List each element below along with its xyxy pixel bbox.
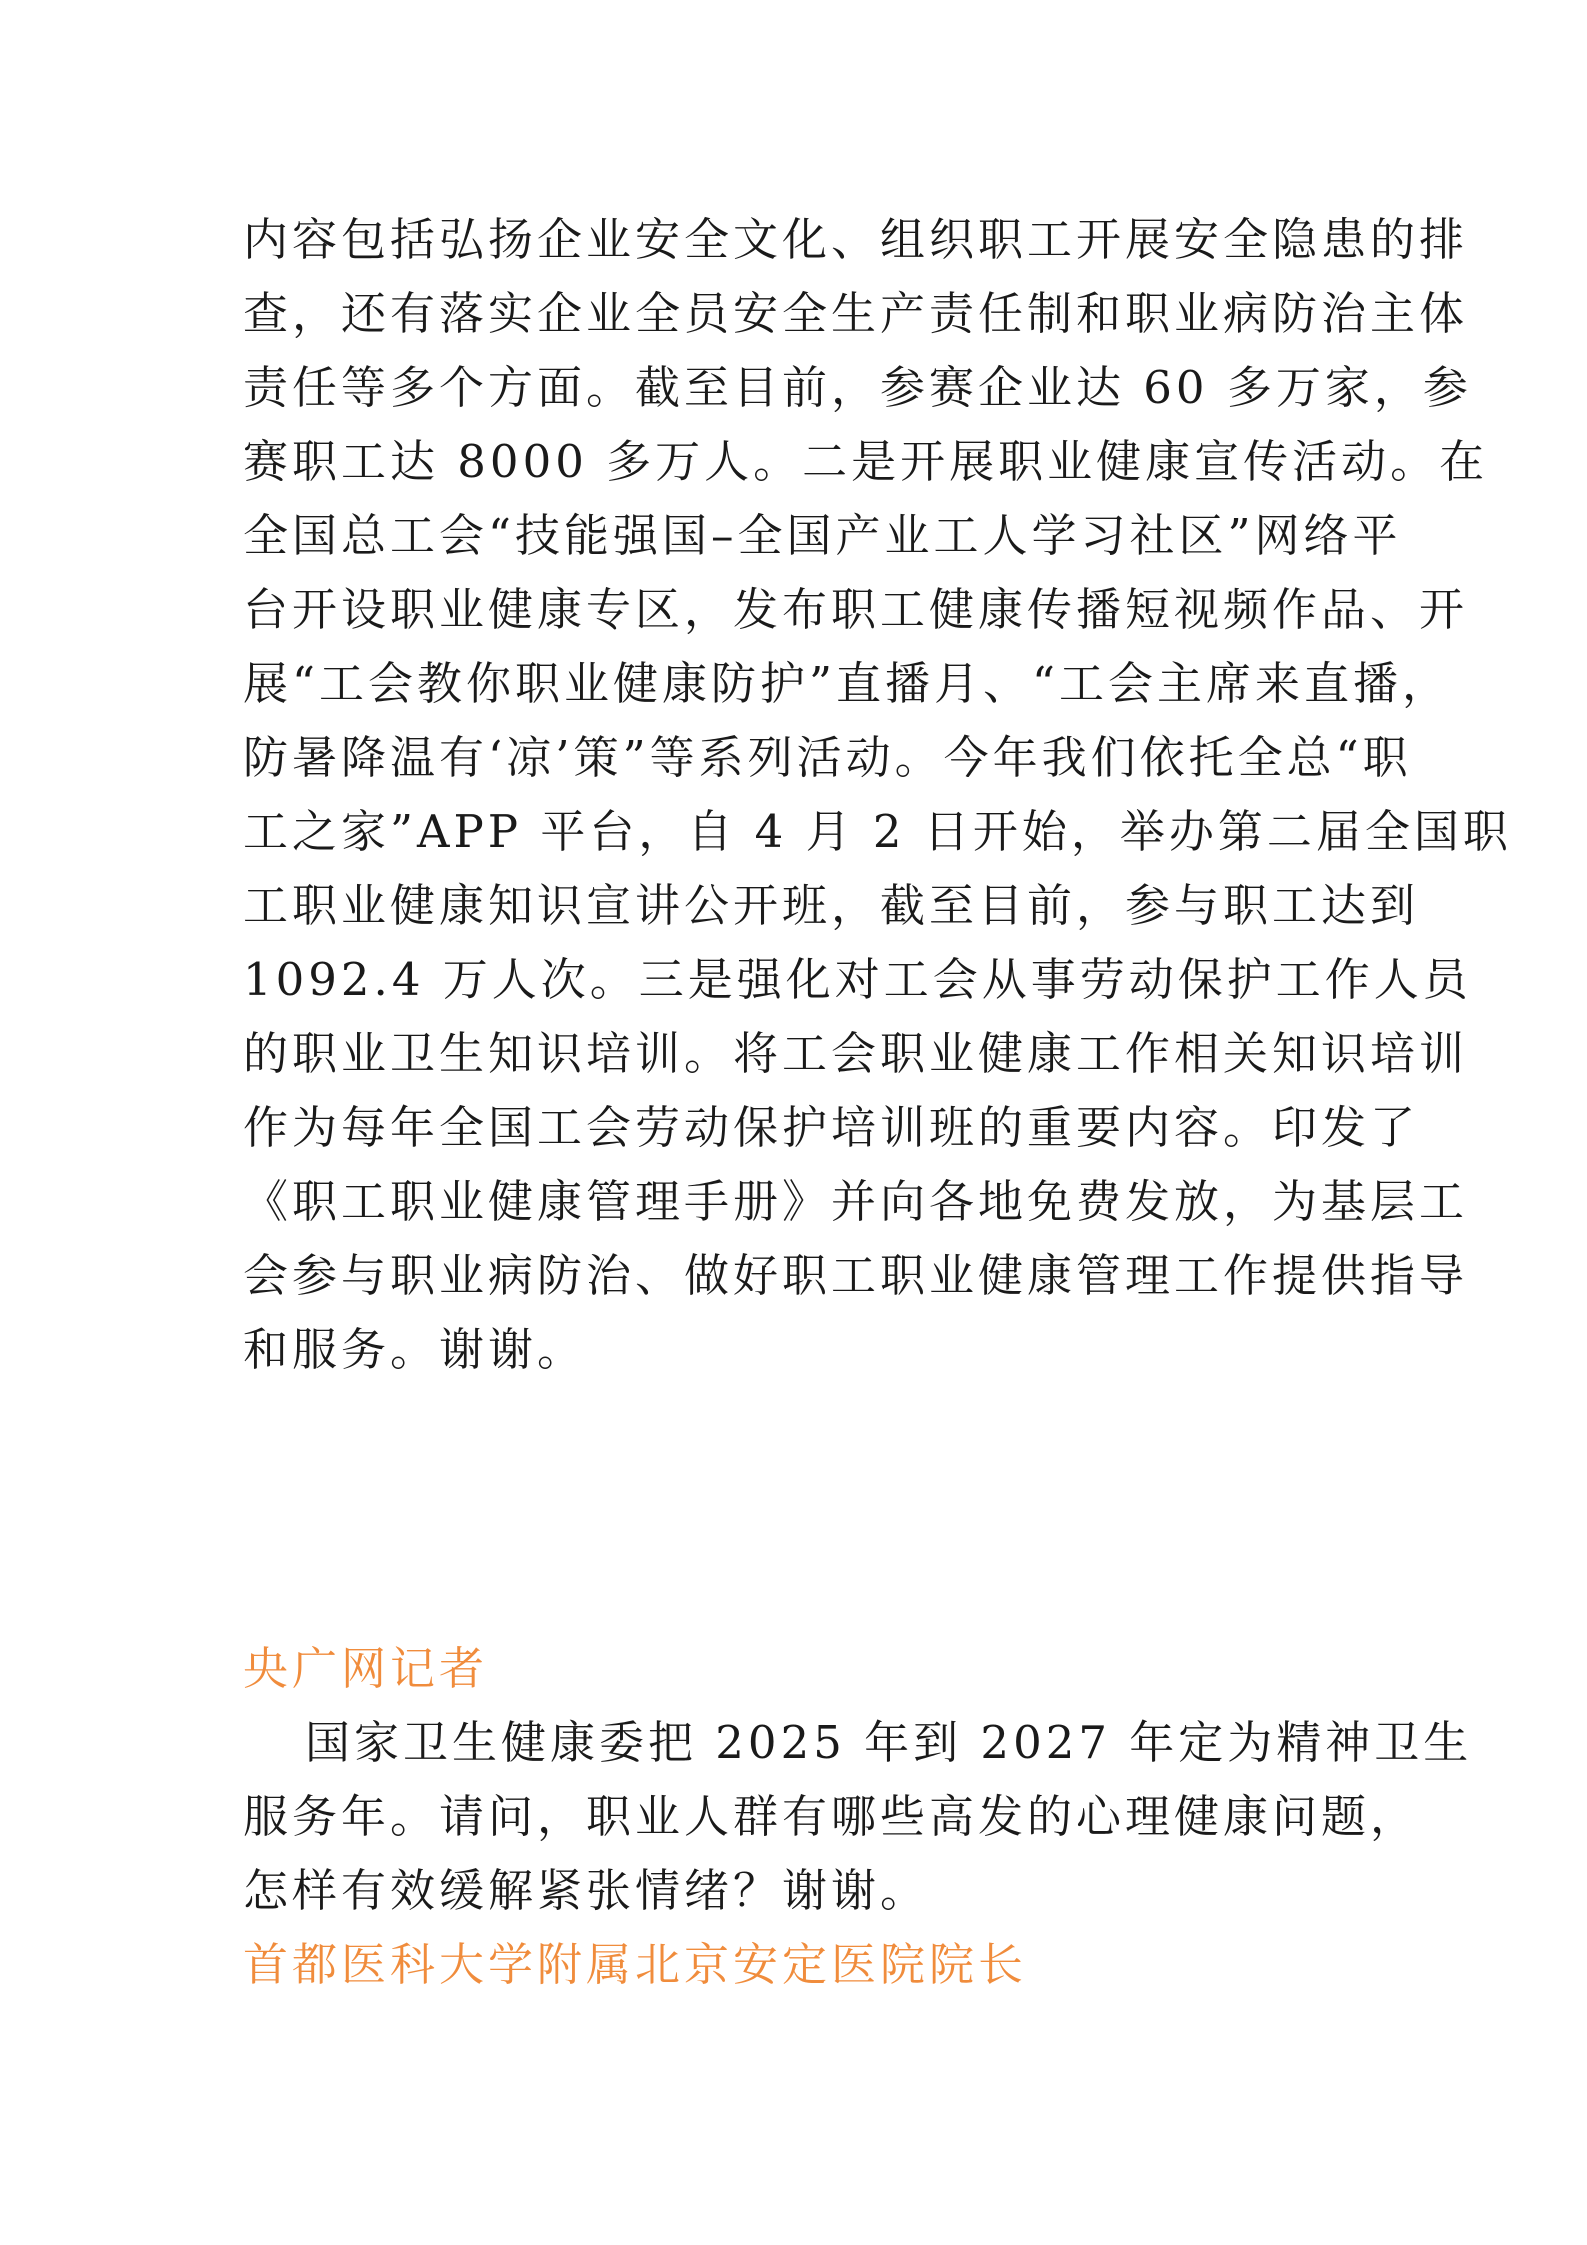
- paragraph-line: 《职工职业健康管理手册》并向各地免费发放，为基层工: [243, 1175, 1469, 1228]
- paragraph-line: 1092.4 万人次。三是强化对工会从事劳动保护工作人员: [243, 953, 1472, 1006]
- speaker-label-reporter: 央广网记者: [243, 1642, 489, 1695]
- paragraph-line: 全国总工会“技能强国–全国产业工人学习社区”网络平: [243, 509, 1402, 562]
- paragraph-line: 工职业健康知识宣讲公开班，截至目前，参与职工达到: [243, 879, 1420, 932]
- question-line: 服务年。请问，职业人群有哪些高发的心理健康问题，: [243, 1790, 1420, 1843]
- paragraph-line: 展“工会教你职业健康防护”直播月、“工会主席来直播，: [243, 657, 1452, 710]
- paragraph-line: 的职业卫生知识培训。将工会职业健康工作相关知识培训: [243, 1027, 1469, 1080]
- paragraph-line: 赛职工达 8000 多万人。二是开展职业健康宣传活动。在: [243, 435, 1489, 488]
- question-line: 国家卫生健康委把 2025 年到 2027 年定为精神卫生: [305, 1716, 1473, 1769]
- paragraph-line: 台开设职业健康专区，发布职工健康传播短视频作品、开: [243, 583, 1469, 636]
- paragraph-line: 防暑降温有‘凉’策”等系列活动。今年我们依托全总“职: [243, 731, 1412, 784]
- speaker-label-respondent: 首都医科大学附属北京安定医院院长: [243, 1938, 1028, 1991]
- paragraph-line: 工之家”APP 平台，自 4 月 2 日开始，举办第二届全国职: [243, 805, 1512, 858]
- paragraph-line: 查，还有落实企业全员安全生产责任制和职业病防治主体: [243, 287, 1469, 340]
- paragraph-line: 内容包括弘扬企业安全文化、组织职工开展安全隐患的排: [243, 213, 1469, 266]
- paragraph-line: 会参与职业病防治、做好职工职业健康管理工作提供指导: [243, 1249, 1469, 1302]
- paragraph-line: 作为每年全国工会劳动保护培训班的重要内容。印发了: [243, 1101, 1420, 1154]
- question-line: 怎样有效缓解紧张情绪？谢谢。: [243, 1864, 930, 1917]
- paragraph-line: 责任等多个方面。截至目前，参赛企业达 60 多万家，参: [243, 361, 1472, 414]
- paragraph-line: 和服务。谢谢。: [243, 1323, 587, 1376]
